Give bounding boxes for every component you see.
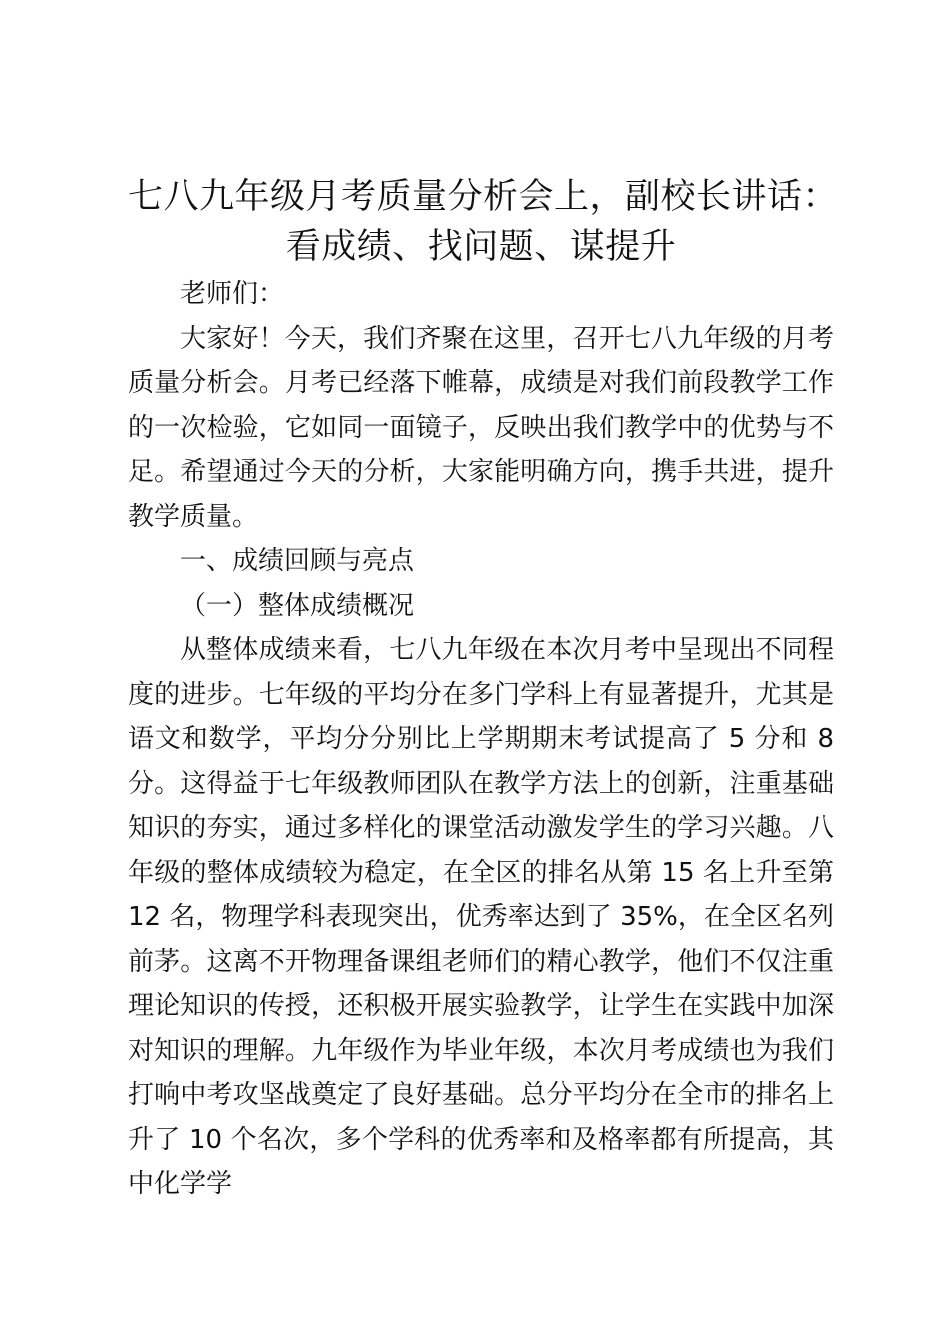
salutation: 老师们： <box>180 279 285 309</box>
subsection-heading: （一）整体成绩概况 <box>180 590 415 621</box>
document-page <box>128 172 839 1207</box>
title-line-1: 七八九年级月考质量分析会上，副校长讲话： <box>128 177 839 217</box>
document-body <box>128 272 834 1207</box>
body-paragraph: 从整体成绩来看，七八九年级在本次月考中呈现出不同程度的进步。七年级的平均分在多门学科上有显著提升，尤其是语文和数学，平均分分别比上学期期末考试提高了 5 分和 8 分。这得益于七年级教师团队在教学方法上的创新，注重基础知识的夯实，通过多样化的课堂活动激发学生的学习兴趣。八年级的整体成绩较为稳定，在全区的排名从第 15 名上升至第 12 名，物理学科表现突出，优秀率达到了 35%，在全区名列前茅。这离不开物理备课组老师们的精心教学，他们不仅注重理论知识的传授，还积极开展实验教学，让学生在实践中加深对知识的理解。九年级作为毕业年级，本次月考成绩也为我们打响中考攻坚战奠定了良好基础。总分平均分在全市的排名上升了 10 个名次，多个学科的优秀率和及格率都有所提高，其中化学学 <box>128 635 834 1199</box>
document-title <box>128 172 839 272</box>
section-heading: 一、成绩回顾与亮点 <box>180 546 415 576</box>
intro-paragraph: 大家好！今天，我们齐聚在这里，召开七八九年级的月考质量分析会。月考已经落下帷幕，成绩是对我们前段教学工作的一次检验，它如同一面镜子，反映出我们教学中的优势与不足。希望通过今天的分析，大家能明确方向，携手共进，提升教学质量。 <box>128 323 834 532</box>
title-line-2: 看成绩、找问题、谋提升 <box>285 227 677 267</box>
